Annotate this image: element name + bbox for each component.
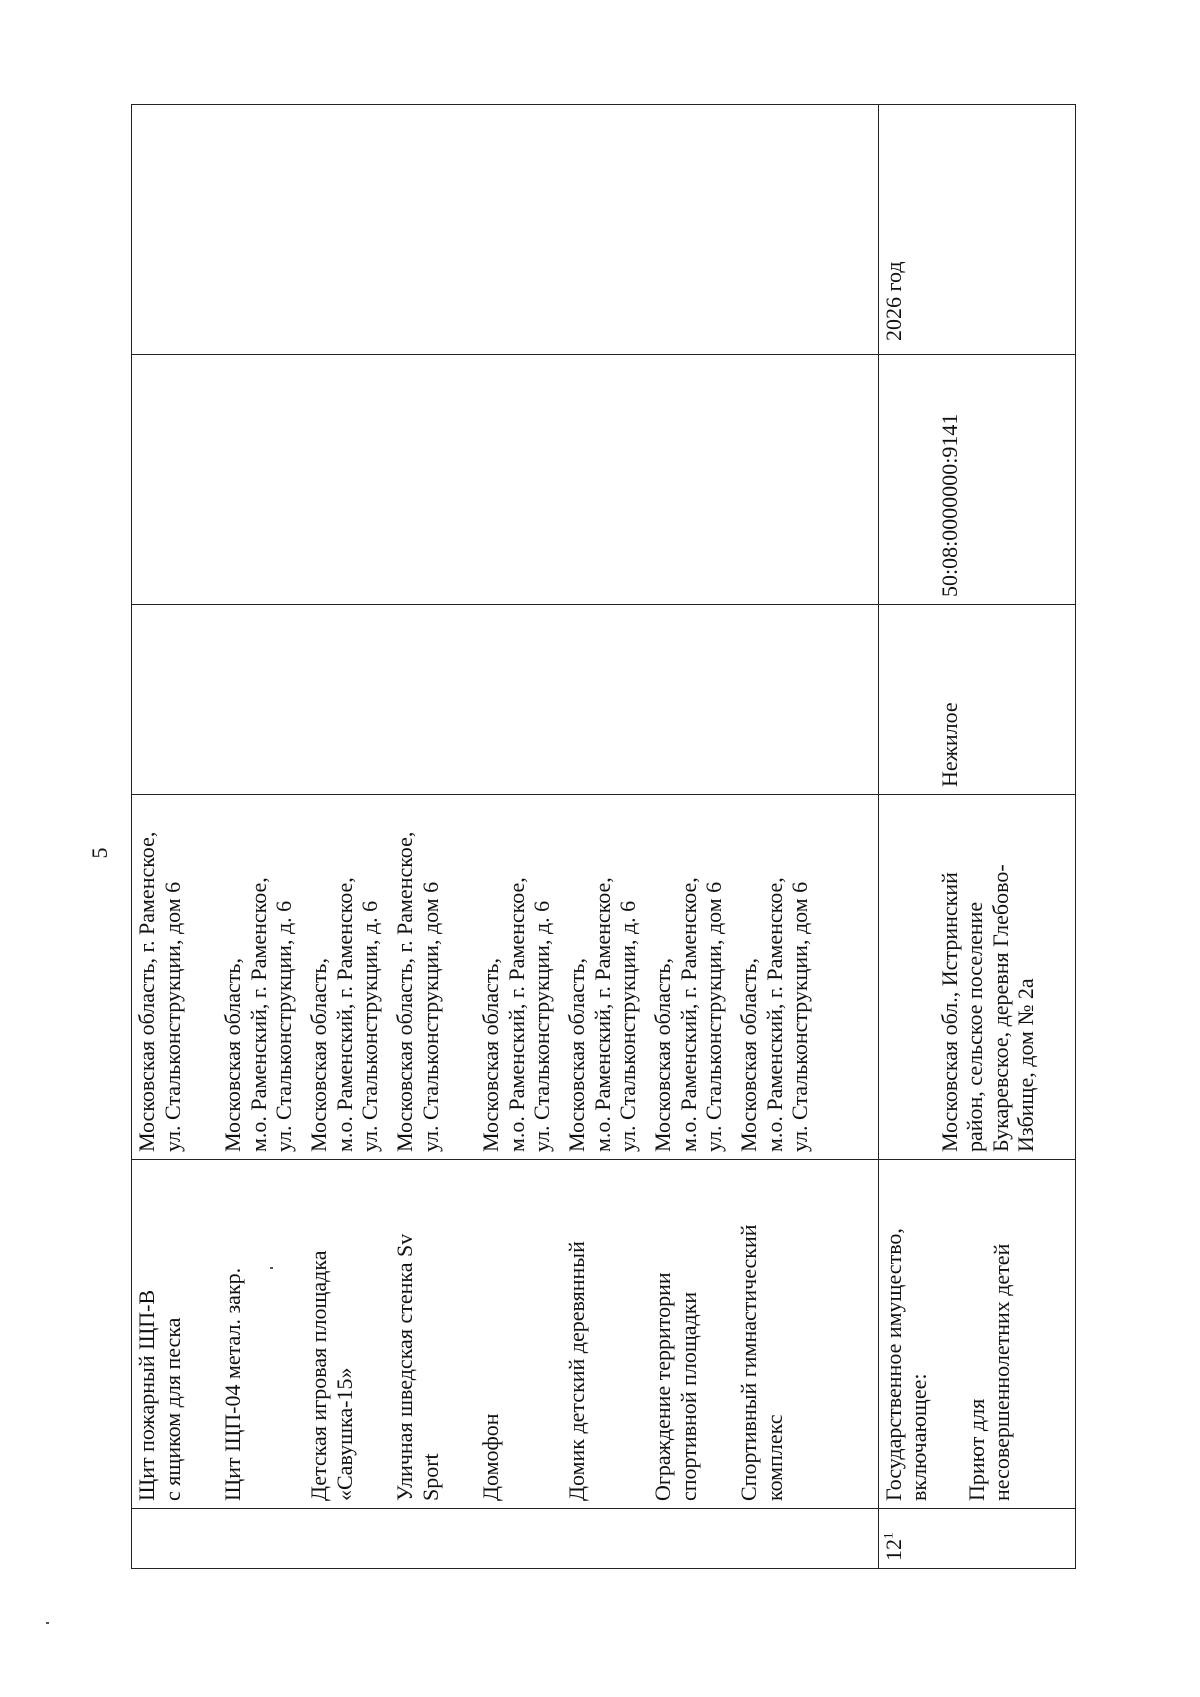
table-row <box>878 105 1075 1569</box>
item-address: Московская область, м.о. Раменский, г. Раменское, ул. Стальконструкции, д. 6 <box>220 877 297 1152</box>
item-address-cell <box>132 795 879 1160</box>
property-type: Нежилое <box>936 702 962 787</box>
item-name: Щит пожарный ЩП-В с ящиком для песка <box>134 1289 185 1501</box>
row-number-cell <box>878 1509 1075 1569</box>
empty-cadastral-cell <box>132 355 879 605</box>
item-name-cell <box>132 1160 879 1509</box>
row-number-superscript: 1 <box>880 1532 896 1539</box>
item-address-cell <box>878 795 1075 1160</box>
item-address: Московская обл., Истринский район, сельское поселение Букаревское, деревня Глебово- Избище, дом № 2а <box>936 864 1039 1152</box>
cadastral-cell <box>878 355 1075 605</box>
scan-speck <box>270 1267 273 1269</box>
item-name: Щит ЩП-04 метал. закр. <box>220 1267 245 1501</box>
item-name: Детская игровая площадка «Савушка-15» <box>306 1250 357 1501</box>
item-address: Московская область, м.о. Раменский, г. Раменское, ул. Стальконструкции, д. 6 <box>564 877 641 1152</box>
table-row <box>132 105 879 1569</box>
row-number: 12 <box>881 1539 907 1561</box>
item-name: Домофон <box>478 1413 503 1501</box>
cadastral-number: 50:08:0000000:9141 <box>936 413 962 597</box>
item-address: Московская область, г. Раменское, ул. Стальконструкции, дом 6 <box>134 831 185 1152</box>
row-number-cell <box>132 1509 879 1569</box>
item-address: Московская область, м.о. Раменский, г. Раменское, ул. Стальконструкции, д. 6 <box>306 877 383 1152</box>
property-table <box>131 104 1076 1569</box>
empty-year-cell <box>132 105 879 355</box>
item-name: Приют для несовершеннолетних детей <box>963 1243 1015 1501</box>
item-address: Московская область, м.о. Раменский, г. Раменское, ул. Стальконструкции, дом 6 <box>736 877 813 1152</box>
item-name-cell <box>878 1160 1075 1509</box>
group-label: Государственное имущество, включающее: <box>880 1228 932 1501</box>
year-cell <box>878 105 1075 355</box>
item-name: Уличная шведская стенка Sv Sport <box>392 1233 443 1501</box>
page-number: 5 <box>87 847 112 859</box>
item-address: Московская область, м.о. Раменский, г. Раменское, ул. Стальконструкции, дом 6 <box>650 877 727 1152</box>
rotated-table-sheet <box>131 105 1076 1569</box>
item-name: Спортивный гимнастический комплекс <box>736 1224 787 1501</box>
item-address: Московская область, г. Раменское, ул. Стальконструкции, дом 6 <box>392 831 443 1152</box>
type-cell <box>878 605 1075 795</box>
item-name: Ограждение территории спортивной площадки <box>650 1272 701 1501</box>
item-name: Домик детский деревянный <box>564 1241 589 1501</box>
empty-type-cell <box>132 605 879 795</box>
year: 2026 год <box>880 261 906 341</box>
scan-speck <box>46 1622 49 1624</box>
item-address: Московская область, м.о. Раменский, г. Раменское, ул. Стальконструкции, д. 6 <box>478 877 555 1152</box>
